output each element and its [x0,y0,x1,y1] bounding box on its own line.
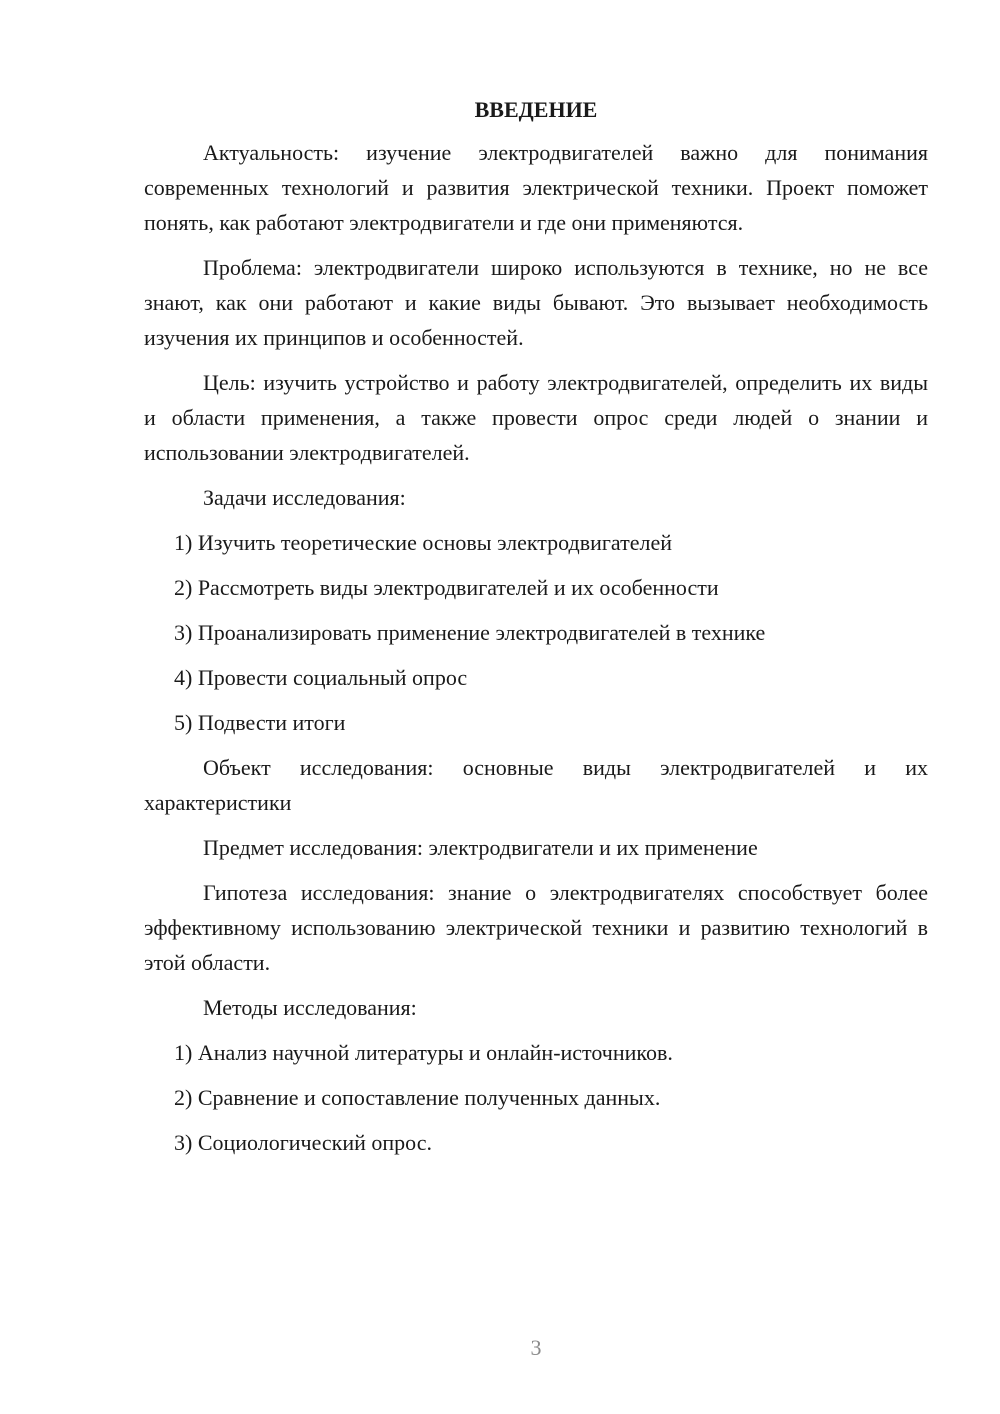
list-item: 3) Проанализировать применение электродвигателей в технике [174,620,766,645]
methods-heading: Методы исследования: [203,995,417,1020]
list-item: 4) Провести социальный опрос [174,665,468,690]
relevance-paragraph: Актуальность: изучение электродвигателей важно для понимания современных технологий и развития электрической техники. Проект поможет понять, как работают электродвигатели и где они применяются. [144,140,928,235]
list-item: 2) Сравнение и сопоставление полученных данных. [174,1085,661,1110]
tasks-heading: Задачи исследования: [203,485,406,510]
problem-paragraph: Проблема: электродвигатели широко используются в технике, но не все знают, как они работают и какие виды бывают. Это вызывает необходимость изучения их принципов и особенностей. [144,255,928,350]
list-item: 2) Рассмотреть виды электродвигателей и их особенности [174,575,719,600]
page-title: ВВЕДЕНИЕ [474,97,598,122]
tasks-list [144,525,928,740]
list-item: 3) Социологический опрос. [174,1130,432,1155]
list-item: 1) Изучить теоретические основы электродвигателей [174,530,672,555]
object-paragraph: Объект исследования: основные виды электродвигателей и их характеристики [144,755,928,815]
list-item: 1) Анализ научной литературы и онлайн-источников. [174,1040,673,1065]
methods-list [144,1035,928,1160]
page-content [144,92,928,1170]
hypothesis-paragraph: Гипотеза исследования: знание о электродвигателях способствует более эффективному использованию электрической техники и развитию технологий в этой области. [144,880,928,975]
page-number: 3 [530,1335,542,1360]
subject-paragraph: Предмет исследования: электродвигатели и их применение [203,835,758,860]
goal-paragraph: Цель: изучить устройство и работу электродвигателей, определить их виды и области применения, а также провести опрос среди людей о знании и использовании электродвигателей. [144,370,928,465]
list-item: 5) Подвести итоги [174,710,346,735]
